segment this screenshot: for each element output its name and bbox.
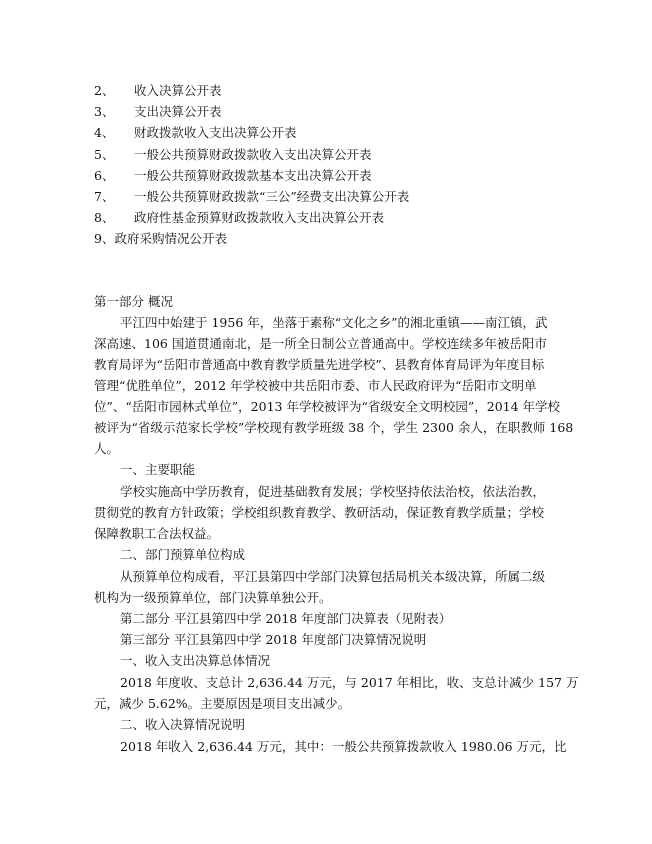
paragraph-line: 2018 年度收、支总计 2,636.44 万元，与 2017 年相比，收、支总计减少 157 万: [120, 675, 579, 690]
toc-number: 8、: [94, 210, 115, 225]
paragraph-line: 元，减少 5.62%。主要原因是项目支出减少。: [94, 696, 351, 711]
paragraph-line: 被评为“省级示范家长学校”学校现有教学班级 38 个，学生 2300 余人，在职教师 168: [94, 420, 574, 435]
paragraph-line: 贯彻党的教育方针政策；学校组织教育教学、教研活动，保证教育教学质量；学校: [94, 505, 545, 520]
toc-number: 6、: [94, 168, 115, 183]
toc-title: 一般公共预算财政拨款收入支出决算公开表: [134, 147, 372, 162]
toc-item-last: 9、政府采购情况公开表: [94, 231, 227, 246]
paragraph-line: 机构为一级预算单位，部门决算单独公开。: [94, 590, 332, 605]
toc-number: 7、: [94, 189, 115, 204]
toc-title: 财政拨款收入支出决算公开表: [134, 125, 297, 140]
paragraph-line: 管理“优胜单位”，2012 年学校被中共岳阳市委、市人民政府评为“岳阳市文明单: [94, 378, 537, 393]
toc-title: 一般公共预算财政拨款“三公”经费支出决算公开表: [134, 189, 410, 204]
toc-number: 4、: [94, 125, 115, 140]
toc-title: 政府性基金预算财政拨款收入支出决算公开表: [134, 210, 385, 225]
paragraph-line: 教育局评为“岳阳市普通高中教育教学质量先进学校”、县教育体育局评为年度目标: [94, 357, 545, 372]
toc-number: 2、: [94, 83, 115, 98]
paragraph-line: 从预算单位构成看，平江县第四中学部门决算包括局机关本级决算，所属二级: [120, 569, 546, 584]
toc-title: 收入决算公开表: [134, 83, 222, 98]
paragraph-line: 位”、“岳阳市园林式单位”，2013 年学校被评为“省级安全文明校园”，2014 年学校: [94, 399, 561, 414]
toc-title: 支出决算公开表: [134, 104, 222, 119]
subsection-heading: 二、部门预算单位构成: [120, 547, 246, 562]
paragraph-line: 学校实施高中学历教育，促进基础教育发展；学校坚持依法治校，依法治教，: [120, 484, 546, 499]
subsection-heading: 二、收入决算情况说明: [120, 717, 246, 732]
toc-number: 5、: [94, 147, 115, 162]
paragraph-line: 人。: [94, 441, 120, 456]
toc-title: 一般公共预算财政拨款基本支出决算公开表: [134, 168, 372, 183]
toc-number: 3、: [94, 104, 115, 119]
section-heading: 第一部分 概况: [94, 294, 173, 309]
paragraph-line: 2018 年收入 2,636.44 万元，其中：一般公共预算拨款收入 1980.06 万元，比: [120, 739, 567, 754]
subsection-heading: 一、收入支出决算总体情况: [120, 653, 271, 668]
section-heading: 第二部分 平江县第四中学 2018 年度部门决算表（见附表）: [120, 611, 452, 626]
paragraph-line: 平江四中始建于 1956 年，坐落于素称“文化之乡”的湘北重镇——南江镇，武: [120, 315, 548, 330]
paragraph-line: 深高速、106 国道贯通南北，是一所全日制公立普通高中。学校连续多年被岳阳市: [94, 336, 547, 351]
section-heading: 第三部分 平江县第四中学 2018 年度部门决算情况说明: [120, 632, 427, 647]
paragraph-line: 保障教职工合法权益。: [94, 526, 220, 541]
subsection-heading: 一、主要职能: [120, 462, 196, 477]
